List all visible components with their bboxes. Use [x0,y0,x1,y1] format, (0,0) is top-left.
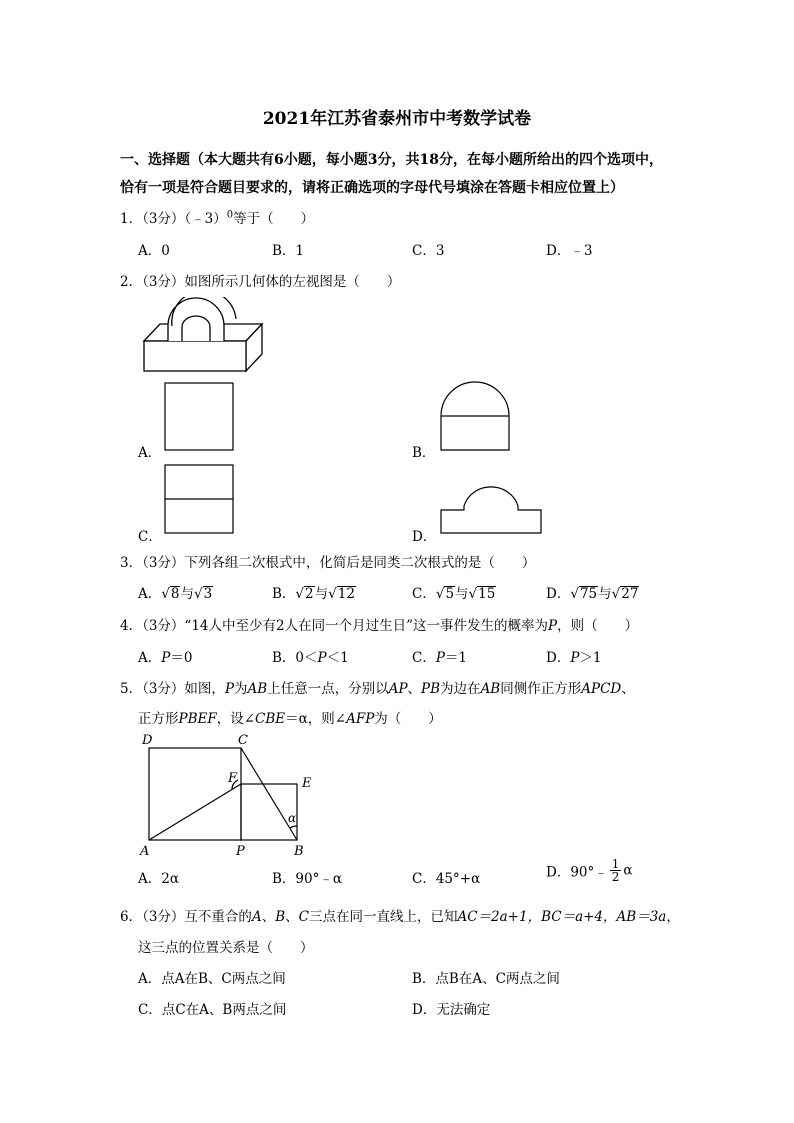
q6-option-b: B．点B在A、C两点之间 [412,971,560,987]
q3-option-c: C．√5与√15 [412,586,496,602]
question-6-line2: 这三点的位置关系是（ ） [138,940,314,956]
q4-option-a: A．P＝0 [138,650,193,666]
question-2-stem: 2．（3分）如图所示几何体的左视图是（ ） [120,274,401,290]
q4-option-b: B．0＜P＜1 [272,650,349,666]
section-header-line2: 恰有一项是符合题目要求的，请将正确选项的字母代号填涂在答题卡相应位置上） [120,180,624,196]
label-A: A [140,844,150,858]
q2-option-b-figure [440,380,512,452]
label-F: F [228,771,238,786]
page-title: 2021年江苏省泰州市中考数学试卷 [262,109,532,129]
q2-option-d-label: D． [412,529,437,545]
q5-option-b: B．90°﹣α [272,871,342,887]
label-C: C [238,733,248,748]
q1-prefix: 1．（3分）（﹣3） [120,211,227,227]
q6-option-d: D．无法确定 [412,1002,491,1018]
q4-option-d: D．P＞1 [546,650,602,666]
q6-option-a: A．点A在B、C两点之间 [138,971,286,987]
solid-figure [138,297,268,377]
q1-option-a: A．0 [138,243,170,259]
q3-option-d: D．√75与√27 [546,586,639,602]
q5-geometry-figure [138,730,328,858]
q5-option-c: C．45°+α [412,871,481,887]
question-6-line1: 6．（3分）互不重合的A、B、C三点在同一直线上，已知AC＝2a+1，BC＝a+4，AB＝3a， [120,909,680,925]
section-header-line1: 一、选择题（本大题共有6小题，每小题3分，共18分，在每小题所给出的四个选项中， [120,152,663,168]
q2-option-c-label: C． [138,529,162,545]
q5-option-a: A．2α [138,871,179,887]
q1-option-c: C．3 [412,243,445,259]
q1-suffix: 等于（ ） [233,211,315,227]
q5-option-d: D．90°﹣ $\frac{1}{2}$ α [546,857,633,884]
q1-option-d: D．﹣3 [546,243,593,259]
q2-option-d-figure [440,478,544,536]
label-D: D [142,733,153,748]
q3-option-b: B．√2与√12 [272,586,355,602]
q2-option-b-label: B． [412,445,436,461]
q2-option-a-figure [164,382,236,452]
q4-option-c: C．P＝1 [412,650,468,666]
fraction-one-half: $\frac{1}{2}$ [611,857,620,884]
label-alpha: α [288,811,297,825]
question-5-line1: 5．（3分）如图，P为AB上任意一点，分别以AP、PB为边在AB同侧作正方形APCD、 [120,681,635,697]
q3-option-a: A．√8与√3 [138,586,213,602]
q6-option-c: C．点C在A、B两点之间 [138,1002,287,1018]
question-4-stem: 4．（3分）“14人中至少有2人在同一个月过生日”这一事件发生的概率为P，则（ ） [120,618,639,634]
q2-option-c-figure [164,464,236,536]
question-3-stem: 3．（3分）下列各组二次根式中，化简后是同类二次根式的是（ ） [120,555,536,571]
question-1-stem [120,207,314,227]
label-E: E [302,776,312,791]
label-B: B [294,844,304,858]
q2-option-a-label: A． [138,445,162,461]
label-P: P [236,844,245,858]
question-5-line2: 正方形PBEF，设∠CBE＝α，则∠AFP为（ ） [138,711,442,727]
q1-exponent: 0 [226,209,234,221]
q1-option-b: B．1 [272,243,305,259]
